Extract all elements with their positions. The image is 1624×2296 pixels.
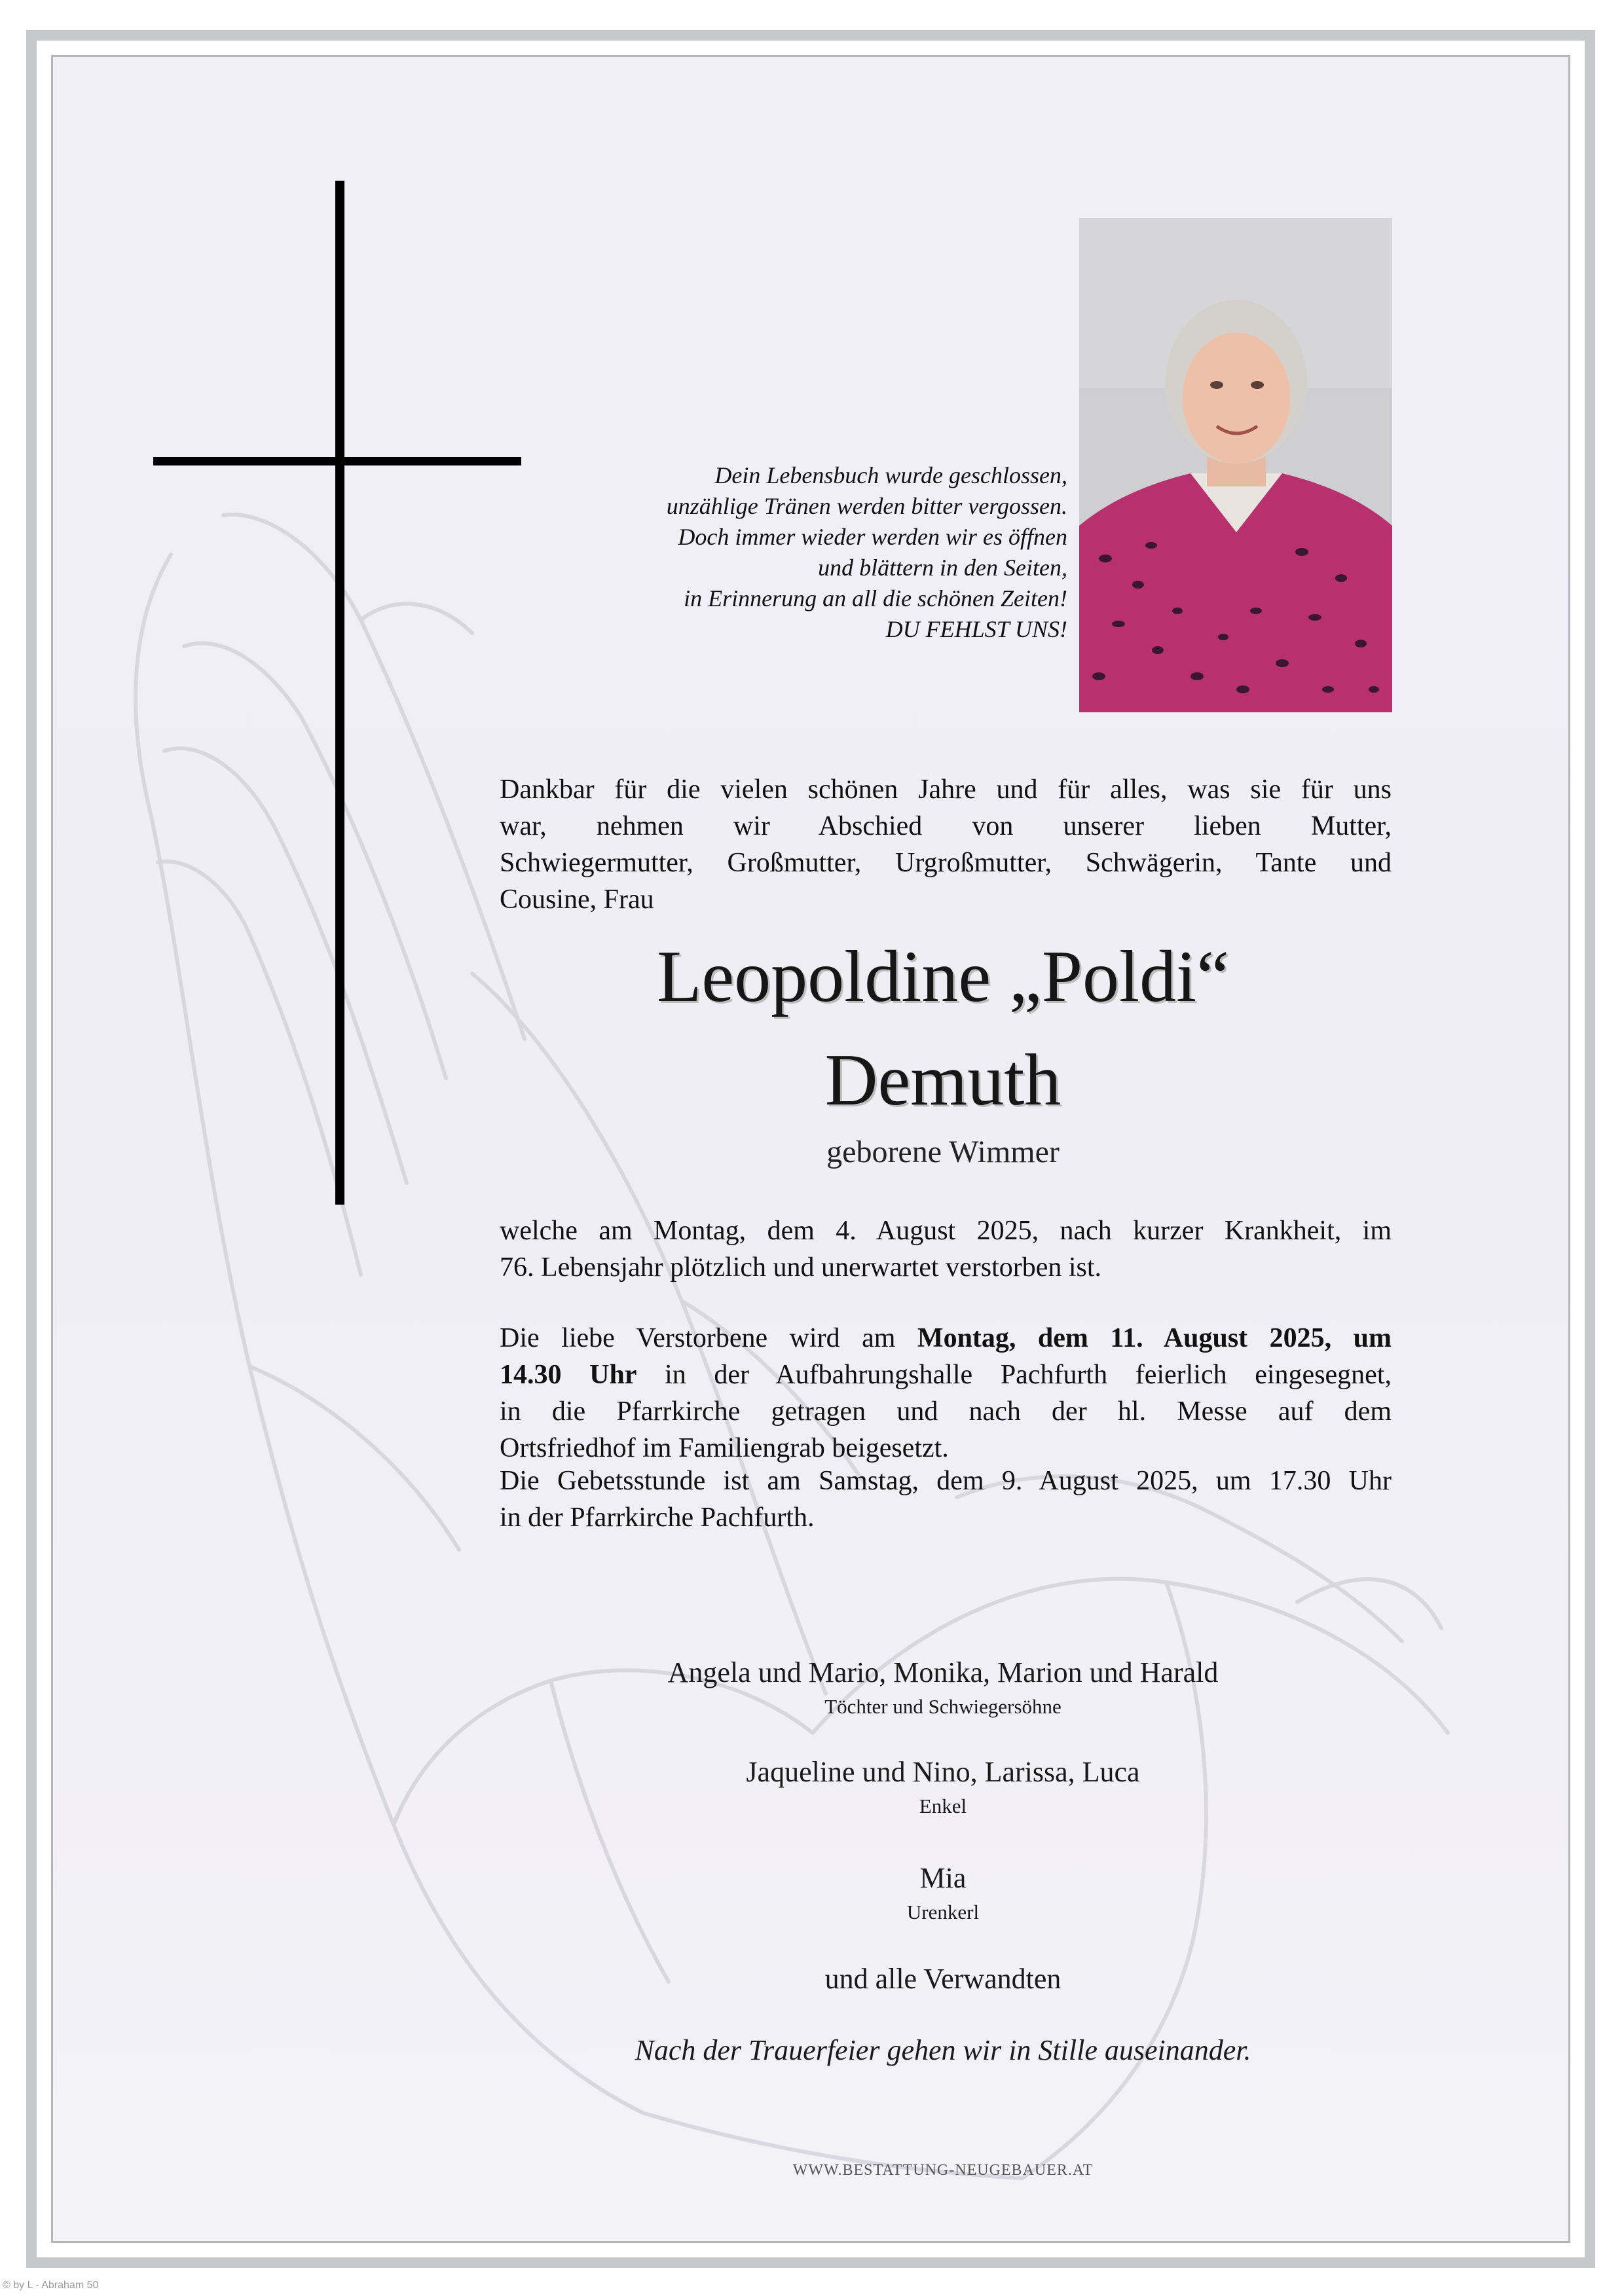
cross-vertical-bar bbox=[335, 181, 344, 1205]
intro-line: Schwiegermutter, Großmutter, Urgroßmutter, Schwägerin, Tante und bbox=[500, 848, 1392, 878]
funeral-line: in die Pfarrkirche getragen und nach der hl. Messe auf dem bbox=[500, 1396, 1392, 1427]
death-paragraph bbox=[500, 1212, 1392, 1286]
funeral-paragraph bbox=[500, 1320, 1392, 1467]
intro-line: war, nehmen wir Abschied von unserer lieben Mutter, bbox=[500, 811, 1392, 841]
prayer-line: in der Pfarrkirche Pachfurth. bbox=[500, 1503, 815, 1533]
funeral-text: in der Aufbahrungshalle Pachfurth feierlich eingesegnet, bbox=[637, 1360, 1392, 1390]
deceased-surname: Demuth bbox=[824, 1040, 1061, 1121]
portrait-photo bbox=[1079, 218, 1392, 712]
poem-line: Dein Lebensbuch wurde geschlossen, bbox=[714, 462, 1067, 488]
mourner-names: Jaqueline und Nino, Larissa, Luca bbox=[746, 1756, 1140, 1788]
cross-horizontal-bar bbox=[153, 457, 521, 465]
mourner-names: Mia bbox=[919, 1862, 967, 1894]
relatives-line: und alle Verwandten bbox=[824, 1963, 1061, 1995]
mourner-relation: Urenkerl bbox=[906, 1901, 980, 1923]
funeral-line bbox=[500, 1357, 1392, 1393]
prayer-line: Die Gebetsstunde ist am Samstag, dem 9. August 2025, um 17.30 Uhr bbox=[500, 1466, 1392, 1496]
poem-line: Doch immer wieder werden wir es öffnen bbox=[678, 524, 1067, 550]
memorial-poem bbox=[478, 460, 1067, 645]
funeral-date-bold: Montag, dem 11. August 2025, um bbox=[917, 1323, 1392, 1353]
closing-sentence: Nach der Trauerfeier gehen wir in Stille auseinander. bbox=[635, 2034, 1251, 2066]
funeral-time-bold: 14.30 Uhr bbox=[500, 1360, 637, 1390]
intro-line: Cousine, Frau bbox=[500, 884, 654, 915]
deceased-first-name: Leopoldine „Poldi“ bbox=[656, 936, 1229, 1017]
prayer-paragraph bbox=[500, 1463, 1392, 1536]
poem-line: unzählige Tränen werden bitter vergossen. bbox=[666, 493, 1067, 519]
mourner-relation: Töchter und Schwiegersöhne bbox=[824, 1695, 1061, 1718]
intro-paragraph bbox=[500, 771, 1392, 918]
mourner-names: Angela und Mario, Monika, Marion und Harald bbox=[667, 1656, 1219, 1688]
intro-line: Dankbar für die vielen schönen Jahre und für alles, was sie für uns bbox=[500, 774, 1392, 805]
poem-line: und blättern in den Seiten, bbox=[818, 555, 1067, 581]
website-footer: WWW.BESTATTUNG-NEUGEBAUER.AT bbox=[792, 2162, 1094, 2179]
funeral-line: Ortsfriedhof im Familiengrab beigesetzt. bbox=[500, 1433, 949, 1463]
funeral-line bbox=[500, 1320, 1392, 1357]
maiden-name: geborene Wimmer bbox=[826, 1135, 1060, 1169]
funeral-text: Die liebe Verstorbene wird am bbox=[500, 1323, 917, 1353]
death-line: 76. Lebensjahr plötzlich und unerwartet verstorben ist. bbox=[500, 1252, 1102, 1283]
poem-line: DU FEHLST UNS! bbox=[885, 616, 1067, 642]
copyright-note: © by L - Abraham 50 bbox=[3, 2280, 99, 2291]
death-line: welche am Montag, dem 4. August 2025, nach kurzer Krankheit, im bbox=[500, 1216, 1392, 1246]
poem-line: in Erinnerung an all die schönen Zeiten! bbox=[684, 585, 1067, 611]
mourner-relation: Enkel bbox=[919, 1795, 967, 1817]
